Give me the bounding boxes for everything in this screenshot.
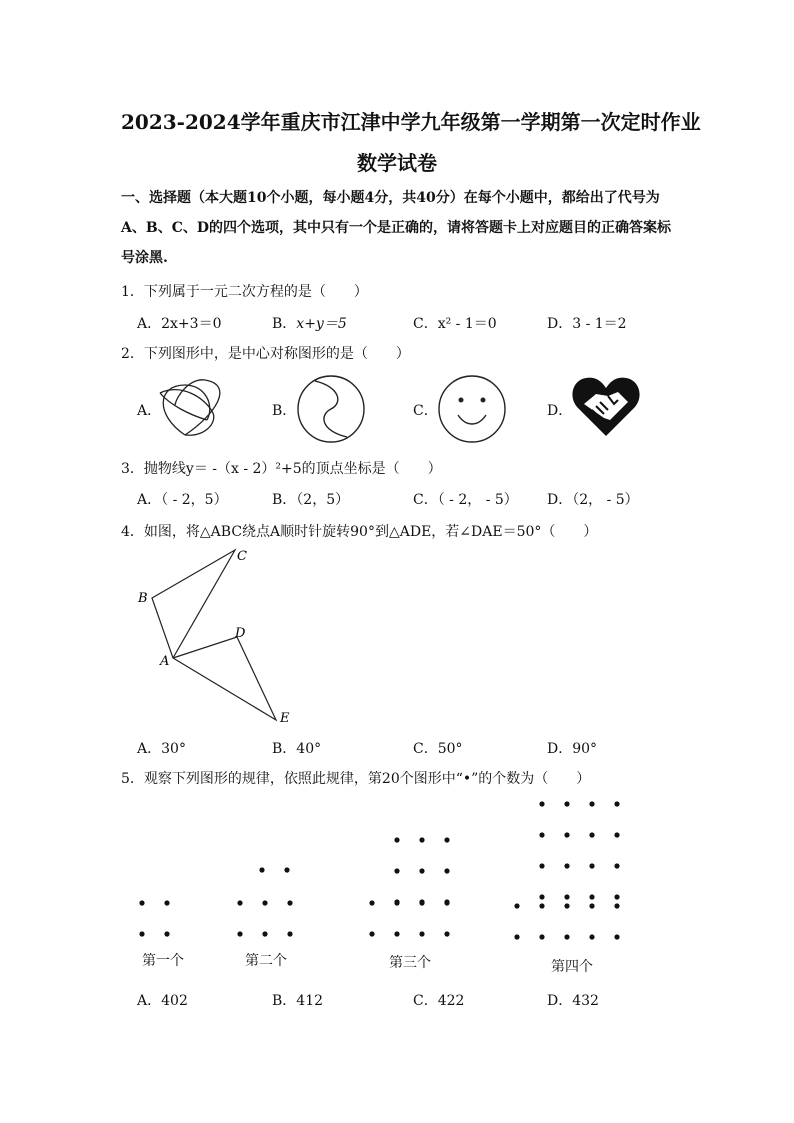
option-label: D． [547,316,573,332]
pattern-dot [287,931,292,936]
pattern-dot [564,894,569,899]
pattern-dot [369,900,374,905]
pattern-dot [262,900,267,905]
q5-option-b[interactable] [272,990,323,1010]
pattern-dot [539,863,544,868]
q2-option-c-label[interactable]: C． [413,403,438,419]
section-instructions-line3: 号涂黑. [121,250,168,266]
pattern-dot [394,900,399,905]
pattern-dot [139,900,144,905]
q3-option-a[interactable] [137,489,228,509]
q4-option-d[interactable] [547,738,597,758]
pattern-dot [444,837,449,842]
q1-option-d[interactable] [547,313,627,333]
point-c-label: C [237,549,247,564]
pattern-dot [589,801,594,806]
option-label: C． [413,316,438,332]
pattern-dot [589,832,594,837]
option-label: D． [547,741,573,757]
question-4-stem: 4．如图，将△ABC绕点A顺时针旋转90°到△ADE，若∠DAE＝50°（ ） [121,524,598,540]
exam-title-line1: 2023-2024学年重庆市江津中学九年级第一学期第一次定时作业 [121,110,701,134]
q3-option-b[interactable] [272,489,349,509]
q1-option-c[interactable] [413,313,497,333]
section-instructions-line2: A、B、C、D的四个选项，其中只有一个是正确的，请将答题卡上对应题目的正确答案标 [121,220,671,236]
pattern-dot [614,903,619,908]
option-label: A． [137,741,162,757]
option-label: A． [137,492,162,508]
option-label: B． [272,993,297,1009]
point-d-label: D [235,626,246,641]
q2-option-d-label[interactable]: D． [547,403,573,419]
q3-option-d[interactable] [547,489,639,509]
question-1-stem: 1．下列属于一元二次方程的是（ ） [121,284,368,300]
pattern-dot [394,868,399,873]
option-text: 30° [161,741,186,757]
pattern-dot [564,903,569,908]
option-label: B． [272,741,297,757]
pattern-dot [394,837,399,842]
smiley-face-icon [436,373,508,445]
exam-title-line2: 数学试卷 [357,151,437,175]
q5-option-a[interactable] [137,990,188,1010]
q1-option-b[interactable] [272,313,347,333]
figure-1-caption: 第一个 [142,953,184,969]
pattern-dot [139,931,144,936]
pattern-dot [564,832,569,837]
pattern-dot [514,903,519,908]
option-text: （2， - 5） [572,492,639,508]
pattern-dot [589,863,594,868]
pattern-dot [287,900,292,905]
option-text: x+y＝5 [296,316,347,332]
option-text: （ - 2，5） [161,492,228,508]
pattern-dot [419,900,424,905]
figure-3-caption: 第三个 [389,955,431,971]
pattern-dot [614,832,619,837]
option-label: C． [413,741,438,757]
yin-yang-icon [295,373,367,445]
pattern-dot [164,900,169,905]
option-text: 432 [572,993,599,1009]
pattern-dot [539,934,544,939]
pattern-dot [259,867,264,872]
point-b-label: B [138,591,148,606]
q4-option-c[interactable] [413,738,463,758]
pattern-dot [262,931,267,936]
pattern-dot [237,931,242,936]
option-text: 50° [437,741,463,757]
heart-handshake-icon [570,374,642,440]
section-instructions-line1: 一、选择题（本大题10个小题，每小题4分，共40分）在每个小题中，都给出了代号为 [121,190,660,206]
option-text: 40° [296,741,322,757]
rotation-triangles-figure [130,540,310,730]
pattern-dot [164,931,169,936]
q5-option-c[interactable] [413,990,464,1010]
dot-pattern-figures [120,790,640,950]
option-label: B． [272,492,297,508]
triangle-ade [173,637,276,720]
pattern-dot [589,903,594,908]
pattern-dot [589,934,594,939]
option-text: 90° [572,741,598,757]
pattern-dot [564,934,569,939]
option-label: C． [413,993,438,1009]
option-label: A． [137,993,162,1009]
option-label: D． [547,993,573,1009]
option-text: 412 [296,993,324,1009]
q4-option-a[interactable] [137,738,186,758]
pattern-dot [419,868,424,873]
q2-option-a-label[interactable]: A． [137,403,162,419]
option-text: 3 - 1＝2 [572,316,627,332]
pattern-dot [237,900,242,905]
option-label: B． [272,316,297,332]
pattern-dot [369,931,374,936]
pattern-dot [419,837,424,842]
option-text: （2，5） [296,492,350,508]
pattern-dot [564,801,569,806]
option-text: （ - 2， - 5） [437,492,518,508]
q3-option-c[interactable] [413,489,518,509]
option-text: 402 [161,993,188,1009]
option-text: x² - 1＝0 [437,316,497,332]
figure-4-caption: 第四个 [551,959,593,975]
pattern-dot [614,894,619,899]
q4-option-b[interactable] [272,738,321,758]
pattern-dot [444,900,449,905]
pattern-dot [539,801,544,806]
pattern-dot [284,867,289,872]
point-e-label: E [280,711,290,726]
pattern-dot [539,832,544,837]
pattern-dot [564,863,569,868]
pattern-dot [614,934,619,939]
pattern-dot [539,894,544,899]
pattern-dot [514,934,519,939]
option-text: 422 [437,993,465,1009]
pattern-dot [539,903,544,908]
option-label: C． [413,492,438,508]
option-label: D． [547,492,573,508]
pattern-dot [419,931,424,936]
pattern-dot [614,863,619,868]
pattern-dot [444,931,449,936]
pattern-dot [589,894,594,899]
option-text: 2x+3＝0 [161,316,222,332]
question-3-stem: 3．抛物线y＝ -（x - 2）²+5的顶点坐标是（ ） [121,461,442,477]
question-5-stem: 5．观察下列图形的规律，依照此规律，第20个图形中“•”的个数为（ ） [121,771,591,787]
q2-option-b-label[interactable]: B． [272,403,297,419]
point-a-label: A [160,654,170,669]
figure-2-caption: 第二个 [245,953,287,969]
q5-option-d[interactable] [547,990,599,1010]
q1-option-a[interactable] [137,313,221,333]
trefoil-knot-icon [155,375,245,440]
pattern-dot [444,868,449,873]
option-label: A． [137,316,162,332]
question-2-stem: 2．下列图形中，是中心对称图形的是（ ） [121,346,410,362]
pattern-dot [614,801,619,806]
pattern-dot [394,931,399,936]
